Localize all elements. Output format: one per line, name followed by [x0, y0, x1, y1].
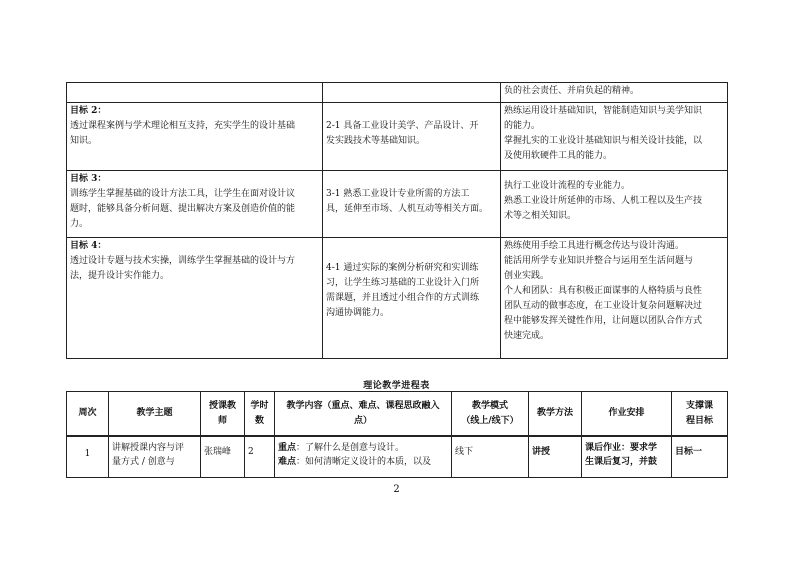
- key-point-text: ：了解什么是创意与设计。: [296, 443, 405, 453]
- objectives-table: [66, 82, 728, 359]
- key-point: [278, 441, 448, 455]
- ability-line: 术等之相关知识。: [504, 211, 577, 221]
- indicator-line: 需课题，并且透过小组合作的方式训练: [326, 293, 480, 303]
- goal-line: 透过设计专题与技术实操，训练学生掌握基础的设计与方: [70, 256, 296, 266]
- goal-cell: 目标一: [672, 436, 728, 478]
- header-hours: [245, 392, 275, 437]
- difficulty-text: ：如何清晰定义设计的本质，以及: [296, 457, 432, 467]
- goal-line: 力。: [70, 219, 89, 229]
- goal-line: 训练学生掌握基础的设计方法工具，让学生在面对设计议: [70, 189, 296, 199]
- teacher-cell: 张瑞峰: [201, 436, 245, 478]
- ability-line: 个人和团队：具有积极正面谋事的人格特质与良性: [504, 286, 703, 296]
- method-cell: 讲授: [529, 436, 582, 478]
- header-content-line: 教学内容（重点、难点、课程思政融入: [286, 400, 440, 411]
- header-hours-line: 学时: [250, 400, 269, 411]
- indicator-line: 2-1 具备工业设计美学、产品设计、开: [326, 121, 479, 131]
- indicator-line: 4-1 通过实际的案例分析研究和实训练: [326, 263, 479, 273]
- topic-cell: [109, 436, 201, 478]
- topic-line: 讲解授课内容与评: [112, 443, 185, 453]
- header-hours-line: 数: [254, 415, 264, 426]
- goal-line: 题时，能够具备分析问题、提出解决方案及创造价值的能: [70, 204, 296, 214]
- indicator-cell: [323, 83, 501, 103]
- ability-line: 负的社会责任、并肩负起的精神。: [504, 86, 640, 96]
- table-row: [67, 103, 728, 171]
- indicator-line: 具，延伸至市场、人机互动等相关方面。: [326, 204, 489, 214]
- header-teacher-line: 师: [217, 415, 227, 426]
- schedule-header-row: [67, 392, 728, 437]
- ability-line: 的能力。: [504, 121, 541, 131]
- indicator-cell: [323, 103, 501, 171]
- header-teacher-line: 授课教: [208, 400, 236, 411]
- week-cell: 1: [67, 436, 109, 478]
- indicator-line: 3-1 熟悉工业设计专业所需的方法工: [326, 189, 470, 199]
- header-week: 周次: [67, 392, 109, 437]
- header-method: 教学方法: [529, 392, 582, 437]
- difficulty-label: 难点: [278, 457, 297, 467]
- table-row: [67, 238, 728, 359]
- header-content-line: 点）: [353, 415, 372, 426]
- key-point-label: 重点: [278, 443, 297, 453]
- header-goal-line: 程目标: [685, 415, 713, 426]
- ability-line: 执行工业设计流程的专业能力。: [504, 181, 631, 191]
- header-goal: [672, 392, 728, 437]
- indicator-line: 沟通协调能力。: [326, 308, 390, 318]
- goal-cell: [67, 103, 323, 171]
- schedule-table: [66, 391, 728, 478]
- header-mode: [452, 392, 529, 437]
- goal-cell: [67, 171, 323, 238]
- hours-cell: 2: [245, 436, 275, 478]
- indicator-cell: [323, 238, 501, 359]
- goal-line: 知识。: [70, 136, 98, 146]
- goal-line: 法，提升设计实作能力。: [70, 271, 170, 281]
- header-goal-line: 支撑课: [685, 400, 713, 411]
- ability-line: 熟悉工业设计所延伸的市场、人机工程以及生产技: [504, 196, 703, 206]
- ability-line: 熟练运用设计基础知识，智能制造知识与美学知识: [504, 106, 703, 116]
- assignment-line: 课后作业：要求学: [585, 443, 658, 453]
- ability-line: 熟练使用手绘工具进行概念传达与设计沟通。: [504, 241, 685, 251]
- topic-line: 量方式 / 创意与: [112, 457, 175, 467]
- ability-line: 快速完成。: [504, 331, 550, 341]
- ability-line: 团队互动的做事态度，在工业设计复杂问题解决过: [504, 301, 703, 311]
- content-cell: [275, 436, 452, 478]
- ability-cell: [501, 83, 728, 103]
- schedule-title: 理论教学进程表: [363, 381, 430, 391]
- header-mode-line: （线上/线下）: [461, 415, 519, 426]
- ability-line: 能活用所学专业知识并整合与运用至生活问题与: [504, 256, 694, 266]
- mode-cell: 线下: [452, 436, 529, 478]
- table-row: [67, 83, 728, 103]
- indicator-line: 习，让学生练习基础的工业设计入门所: [326, 278, 480, 288]
- header-topic: 教学主题: [109, 392, 201, 437]
- ability-cell: [501, 103, 728, 171]
- header-mode-line: 教学模式: [471, 400, 508, 411]
- goal-cell: [67, 83, 323, 103]
- assignment-line: 生课后复习，并鼓: [585, 457, 658, 467]
- ability-line: 创业实践。: [504, 271, 550, 281]
- table-row: [67, 171, 728, 238]
- header-teacher: [201, 392, 245, 437]
- header-assignment: 作业安排: [582, 392, 672, 437]
- indicator-cell: [323, 171, 501, 238]
- goal-title: 目标 2：: [70, 106, 107, 116]
- goal-cell: [67, 238, 323, 359]
- ability-line: 及使用软硬件工具的能力。: [504, 151, 613, 161]
- goal-title: 目标 3：: [70, 174, 107, 184]
- goal-line: 透过课程案例与学术理论相互支持，充实学生的设计基础: [70, 121, 296, 131]
- ability-line: 掌握扎实的工业设计基础知识与相关设计技能，以: [504, 136, 703, 146]
- ability-line: 程中能够发挥关键性作用，让问题以团队合作方式: [504, 316, 703, 326]
- table-row: [67, 436, 728, 478]
- assignment-cell: [582, 436, 672, 478]
- goal-title: 目标 4：: [70, 241, 107, 251]
- indicator-line: 发实践技术等基础知识。: [326, 136, 426, 146]
- difficulty-point: [278, 455, 448, 469]
- header-content: [275, 392, 452, 437]
- ability-cell: [501, 171, 728, 238]
- ability-cell: [501, 238, 728, 359]
- page-number: 2: [393, 484, 400, 495]
